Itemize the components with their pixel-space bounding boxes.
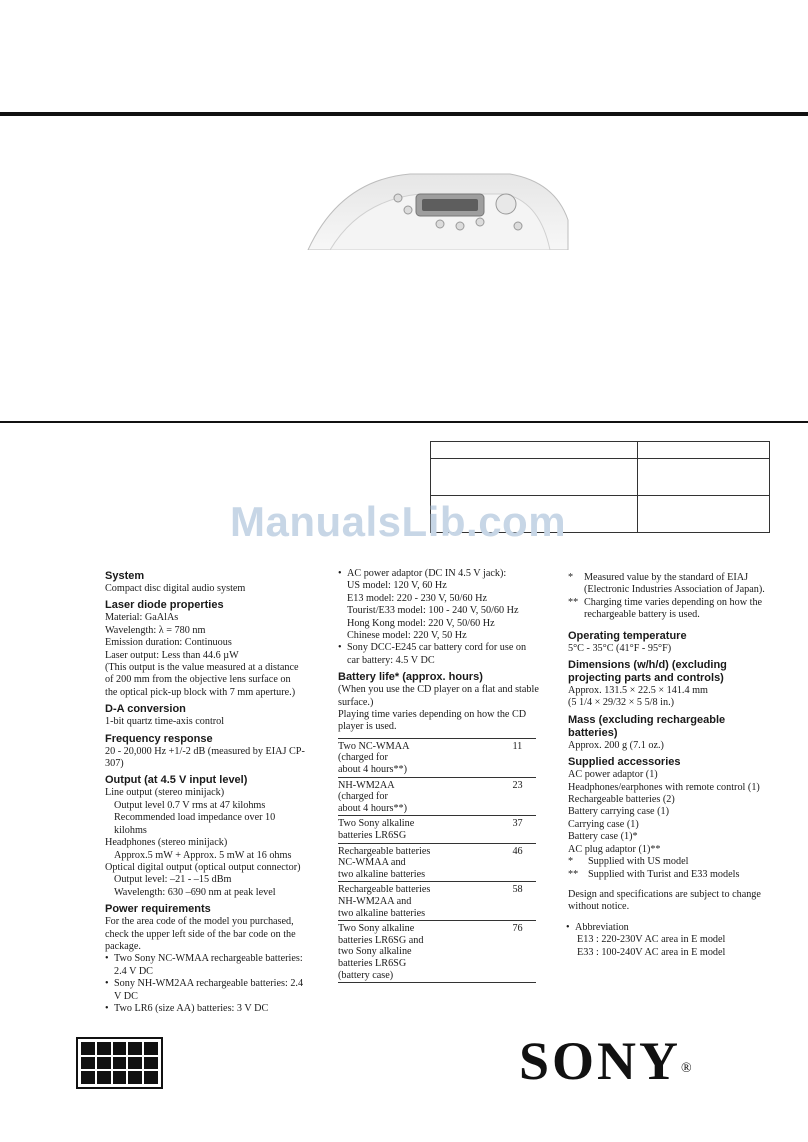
table-cell-label: batteries LR6SG and xyxy=(338,934,424,946)
accessory-item: AC plug adaptor (1)** xyxy=(568,843,661,855)
accessory-item: AC power adaptor (1) xyxy=(568,769,658,781)
table-cell-label: batteries LR6SG xyxy=(338,830,407,842)
footnote-text: Supplied with US model xyxy=(588,856,689,868)
table-cell-label: batteries LR6SG xyxy=(338,957,407,969)
table-row xyxy=(338,843,536,882)
mass-heading: Mass (excluding rechargeable batteries) xyxy=(568,713,726,739)
car-cord-bullet: • Sony DCC-E245 car battery cord for use on car battery: 4.5 V DC xyxy=(338,642,540,667)
frequency-text: 20 - 20,000 Hz +1/-2 dB (measured by EIAJ CP-307) xyxy=(105,745,305,770)
middle-rule xyxy=(0,421,808,423)
table-cell-value: 76 xyxy=(506,921,536,983)
accessories-heading: Supplied accessories xyxy=(568,756,681,769)
power-heading: Power requirements xyxy=(105,903,211,916)
line-output-line: Output level 0.7 V rms at 47 kilohms xyxy=(114,799,266,811)
output-heading: Output (at 4.5 V input level) xyxy=(105,774,248,787)
footnote-mark: ** xyxy=(568,868,579,880)
table-cell-label: (charged for xyxy=(338,752,388,764)
frequency-heading: Frequency response xyxy=(105,732,213,745)
footnote-2 xyxy=(568,597,773,622)
footnote-text: Charging time varies depending on how the rechargeable battery is used. xyxy=(584,596,763,621)
table-row xyxy=(338,738,536,777)
accessory-note-2 xyxy=(568,869,773,881)
registered-mark-icon: ® xyxy=(681,1061,692,1076)
table-row xyxy=(338,921,536,983)
adaptor-model: Tourist/E33 model: 100 - 240 V, 50/60 Hz xyxy=(347,605,519,617)
mass-text: Approx. 200 g (7.1 oz.) xyxy=(568,739,664,751)
dimensions-line: Approx. 131.5 × 22.5 × 141.4 mm xyxy=(568,685,708,697)
line-output-line: Recommended load impedance over 10 xyxy=(114,812,276,824)
optical-line: Wavelength: 630 –690 nm at peak level xyxy=(114,886,276,898)
laser-heading: Laser diode properties xyxy=(105,599,224,612)
table-cell-label: NC-WMAA and xyxy=(338,857,406,869)
laser-line: (This output is the value measured at a distance xyxy=(105,662,299,674)
watermark: ManualsLib.com xyxy=(230,498,567,545)
sony-logo xyxy=(519,1031,692,1091)
table-cell-label: NH-WM2AA and xyxy=(338,896,412,907)
table-cell-value: 58 xyxy=(506,882,536,921)
footnote-mark: * xyxy=(568,856,574,868)
accessory-item: Carrying case (1) xyxy=(568,818,639,830)
table-cell-label: two alkaline batteries xyxy=(338,868,426,880)
table-cell-label: two alkaline batteries xyxy=(338,907,426,919)
system-text: Compact disc digital audio system xyxy=(105,583,246,594)
power-bullet: • Two Sony NC-WMAA rechargeable batteries: 2.4 V DC xyxy=(105,953,305,978)
abbreviation-bullet: • Abbreviation xyxy=(566,922,773,934)
table-cell-value: 23 xyxy=(506,777,536,816)
laser-line: of 200 mm from the objective lens surface on xyxy=(105,674,291,686)
table-cell-label: Rechargeable batteries xyxy=(338,884,431,896)
adaptor-model: US model: 120 V, 60 Hz xyxy=(347,580,447,592)
design-note: Design and specifications are subject to change without notice. xyxy=(568,888,761,913)
table-cell-label: Two NC-WMAA xyxy=(338,740,410,752)
laser-line: the optical pick-up block with 7 mm aperture.) xyxy=(105,686,296,698)
laser-line: Wavelength: λ = 780 nm xyxy=(105,624,206,636)
footnote-1 xyxy=(568,572,773,597)
optical-label: Optical digital output (optical output connector) xyxy=(105,861,301,873)
table-cell-label: two Sony alkaline xyxy=(338,946,412,958)
dimensions-heading: Dimensions (w/h/d) (excluding projecting parts and controls) xyxy=(568,659,727,685)
footnote-text: Supplied with Turist and E33 models xyxy=(588,868,740,880)
column-3 xyxy=(568,572,773,959)
laser-line: Emission duration: Continuous xyxy=(105,637,232,649)
da-heading: D-A conversion xyxy=(105,703,186,716)
column-1 xyxy=(105,570,305,1015)
laser-line: Laser output: Less than 44.6 µW xyxy=(105,649,239,661)
table-cell-label: about 4 hours**) xyxy=(338,802,408,814)
table-cell-label: Rechargeable batteries xyxy=(338,845,431,857)
temperature-text: 5°C - 35°C (41°F - 95°F) xyxy=(568,642,672,654)
battery-intro: (When you use the CD player on a flat and stable surface.) xyxy=(338,684,539,708)
accessory-item: Battery carrying case (1) xyxy=(568,806,669,818)
laser-line: Material: GaAlAs xyxy=(105,612,179,624)
table-row xyxy=(338,816,536,843)
table-cell-label: (charged for xyxy=(338,791,388,803)
brand-name: SONY xyxy=(519,1031,682,1091)
temperature-heading: Operating temperature xyxy=(568,629,687,642)
top-rule xyxy=(0,112,808,116)
abbreviation-line: E33 : 100-240V AC area in E model xyxy=(577,946,726,958)
line-output-line: kilohms xyxy=(114,824,147,836)
line-output-label: Line output (stereo minijack) xyxy=(105,787,225,799)
grid-logo-icon xyxy=(76,1037,163,1089)
optical-line: Output level: –21 - –15 dBm xyxy=(114,874,232,886)
accessory-item: Rechargeable batteries (2) xyxy=(568,794,675,806)
footnote-text: Measured value by the standard of EIAJ (Electronic Industries Association of Japan). xyxy=(584,572,765,596)
adaptor-model: Hong Kong model: 220 V, 50/60 Hz xyxy=(347,617,495,629)
adaptor-model: Chinese model: 220 V, 50 Hz xyxy=(347,630,467,642)
accessory-item: Battery case (1)* xyxy=(568,831,638,843)
accessory-note-1 xyxy=(568,856,773,868)
power-bullet: • Sony NH-WM2AA rechargeable batteries: 2.4 V DC xyxy=(105,978,305,1003)
table-row xyxy=(338,777,536,816)
headphones-value: Approx.5 mW + Approx. 5 mW at 16 ohms xyxy=(114,849,292,861)
table-cell-label: Two Sony alkaline xyxy=(338,923,415,935)
battery-intro-2: Playing time varies depending on how the CD player is used. xyxy=(338,709,527,733)
dimensions-line: (5 1/4 × 29/32 × 5 5/8 in.) xyxy=(568,697,675,709)
table-cell-label: NH-WM2AA xyxy=(338,779,395,791)
footnote-mark: ** xyxy=(568,596,579,608)
table-row xyxy=(338,882,536,921)
table-cell-label: about 4 hours**) xyxy=(338,764,408,776)
column-2 xyxy=(338,568,540,983)
accessory-item: Headphones/earphones with remote control (1) xyxy=(568,781,760,793)
adaptor-bullet: • AC power adaptor (DC IN 4.5 V jack): xyxy=(338,568,540,580)
table-cell-label: (battery case) xyxy=(338,969,394,981)
system-heading: System xyxy=(105,570,145,582)
table-cell-value: 46 xyxy=(506,843,536,882)
footnote-mark: * xyxy=(568,572,574,583)
battery-heading: Battery life* (approx. hours) xyxy=(338,671,483,684)
adaptor-model: E13 model: 220 - 230 V, 50/60 Hz xyxy=(347,592,487,604)
table-cell-value: 37 xyxy=(506,816,536,843)
table-cell-value: 11 xyxy=(506,738,536,777)
battery-life-table xyxy=(338,738,536,983)
abbreviation-line: E13 : 220-230V AC area in E model xyxy=(577,934,726,946)
table-cell-label: Two Sony alkaline xyxy=(338,818,415,830)
power-bullet: • Two LR6 (size AA) batteries: 3 V DC xyxy=(105,1003,305,1015)
product-image-cd-player xyxy=(300,170,570,250)
power-intro: For the area code of the model you purchased, check the upper left side of the bar code on the package. xyxy=(105,916,296,952)
headphones-label: Headphones (stereo minijack) xyxy=(105,837,228,849)
da-text: 1-bit quartz time-axis control xyxy=(105,716,225,728)
